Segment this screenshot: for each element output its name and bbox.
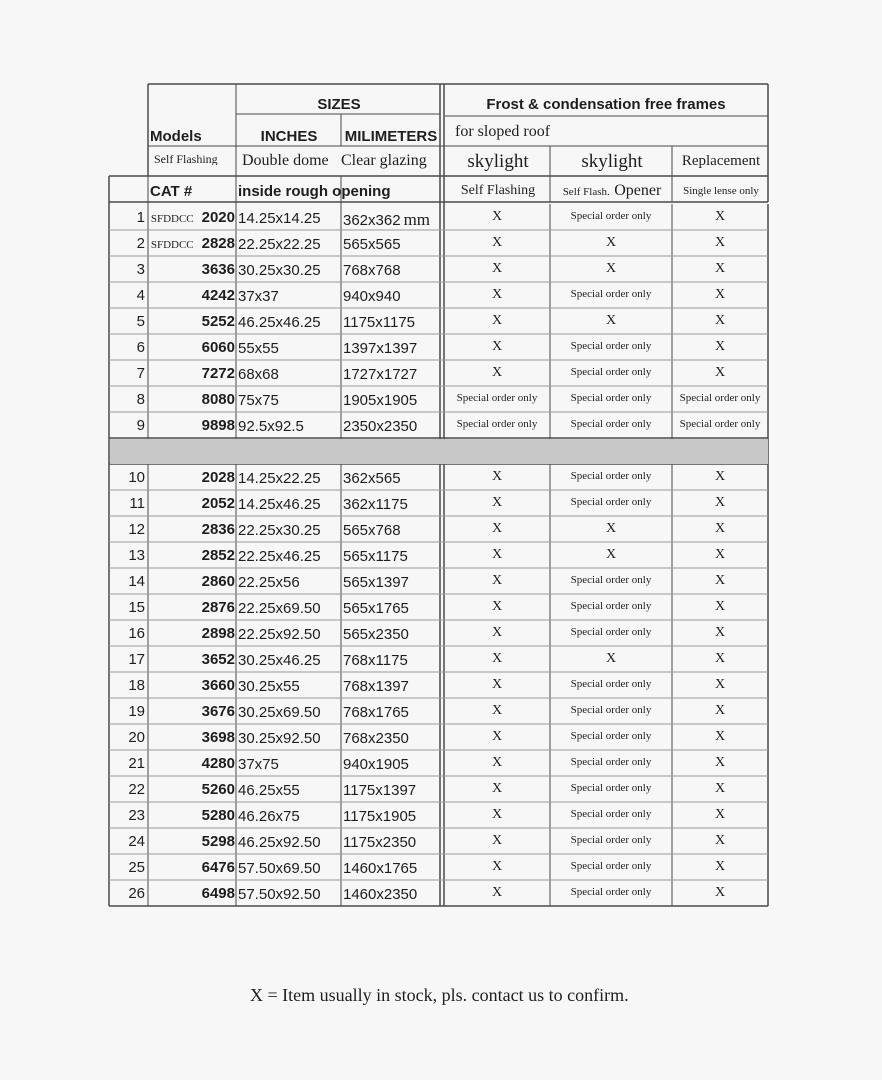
opener-label: Opener xyxy=(614,183,662,199)
cat-number xyxy=(149,886,235,901)
row-number: 15 xyxy=(128,600,145,615)
inches-size: 46.25x46.25 xyxy=(238,315,321,330)
inches-size: 37x37 xyxy=(238,289,279,304)
opener-availability: X xyxy=(605,522,617,536)
self-flashing-model: Self Flashing xyxy=(154,153,218,165)
millimeter-size xyxy=(343,419,441,434)
row-number: 13 xyxy=(128,548,145,563)
mm-value: 768x1175 xyxy=(343,653,408,668)
mm-unit: mm xyxy=(403,211,431,228)
cat-number xyxy=(149,574,235,589)
skylight-header-2: skylight xyxy=(581,152,643,171)
sizes-header: SIZES xyxy=(317,97,361,112)
cat-value: 4242 xyxy=(201,288,235,303)
inches-size: 22.25x46.25 xyxy=(238,549,321,564)
mm-value: 565x565 xyxy=(343,237,401,252)
opener-availability: Special order only xyxy=(570,471,652,482)
inches-size: 22.25x56 xyxy=(238,575,300,590)
replacement-availability: X xyxy=(714,314,726,328)
self-flashing-availability: X xyxy=(491,314,503,328)
cat-number xyxy=(149,418,235,433)
mm-value: 768x768 xyxy=(343,263,401,278)
row-number: 7 xyxy=(136,366,145,381)
cat-value: 8080 xyxy=(201,392,235,407)
self-flash-label: Self Flash. xyxy=(562,186,610,198)
inches-size: 30.25x69.50 xyxy=(238,705,321,720)
self-flashing-availability: X xyxy=(491,600,503,614)
cat-value: 7272 xyxy=(201,366,235,381)
self-flashing-availability: X xyxy=(491,522,503,536)
self-flashing-availability: X xyxy=(491,704,503,718)
replacement-availability: X xyxy=(714,288,726,302)
row-number: 11 xyxy=(129,496,145,511)
inches-size: 37x75 xyxy=(238,757,279,772)
row-number: 22 xyxy=(128,782,145,797)
cat-number xyxy=(149,756,235,771)
cat-value: 2876 xyxy=(201,600,235,615)
row-number: 3 xyxy=(136,262,145,277)
millimeter-size xyxy=(343,627,441,642)
millimeter-size xyxy=(343,653,441,668)
replacement-availability: X xyxy=(714,886,726,900)
mm-value: 362x565 xyxy=(343,471,401,486)
replacement-availability: X xyxy=(714,574,726,588)
replacement-availability: X xyxy=(714,782,726,796)
opener-availability: Special order only xyxy=(570,341,652,352)
opener-availability: Special order only xyxy=(570,627,652,638)
opener-availability: Special order only xyxy=(570,367,652,378)
cat-number xyxy=(149,210,235,225)
inches-size: 46.26x75 xyxy=(238,809,300,824)
cat-value: 5252 xyxy=(201,314,235,329)
inches-size: 30.25x55 xyxy=(238,679,300,694)
self-flashing-availability: X xyxy=(491,756,503,770)
inches-size: 14.25x14.25 xyxy=(238,211,321,226)
opener-availability: Special order only xyxy=(570,809,652,820)
opener-availability: Special order only xyxy=(570,757,652,768)
replacement-availability: X xyxy=(714,210,726,224)
row-number: 5 xyxy=(136,314,145,329)
self-flashing-availability: X xyxy=(491,262,503,276)
cat-number xyxy=(149,782,235,797)
replacement-availability: X xyxy=(714,730,726,744)
cat-number xyxy=(149,600,235,615)
replacement-availability: X xyxy=(714,548,726,562)
opener-availability: Special order only xyxy=(570,731,652,742)
millimeter-size xyxy=(343,263,441,278)
millimeter-size xyxy=(343,731,441,746)
millimeter-size xyxy=(343,315,441,330)
opener-availability: Special order only xyxy=(570,679,652,690)
opener-availability: Special order only xyxy=(570,783,652,794)
sloped-roof-label: for sloped roof xyxy=(455,124,551,140)
mm-value: 768x2350 xyxy=(343,731,409,746)
row-number: 23 xyxy=(128,808,145,823)
row-number: 17 xyxy=(128,652,145,667)
opener-availability: X xyxy=(605,548,617,562)
cat-value: 5260 xyxy=(201,782,235,797)
cat-value: 6060 xyxy=(201,340,235,355)
replacement-availability: X xyxy=(714,262,726,276)
cat-value: 5280 xyxy=(201,808,235,823)
cat-value: 9898 xyxy=(201,418,235,433)
mm-value: 1727x1727 xyxy=(343,367,418,382)
cat-value: 2052 xyxy=(201,496,235,511)
mm-value: 1905x1905 xyxy=(343,393,418,408)
opener-availability: Special order only xyxy=(570,887,652,898)
cat-value: 2836 xyxy=(201,522,235,537)
cat-number xyxy=(149,392,235,407)
millimeter-size xyxy=(343,237,441,252)
cat-number xyxy=(149,496,235,511)
cat-number xyxy=(149,652,235,667)
inches-size: 14.25x22.25 xyxy=(238,471,321,486)
cat-value: 2852 xyxy=(201,548,235,563)
replacement-availability: X xyxy=(714,340,726,354)
skylight-header-1: skylight xyxy=(467,152,529,171)
cat-value: 5298 xyxy=(201,834,235,849)
inches-size: 22.25x22.25 xyxy=(238,237,321,252)
inches-size: 30.25x46.25 xyxy=(238,653,321,668)
inches-size: 46.25x55 xyxy=(238,783,300,798)
replacement-availability: X xyxy=(714,470,726,484)
mm-value: 1460x2350 xyxy=(343,887,418,902)
row-number: 10 xyxy=(128,470,145,485)
row-number: 16 xyxy=(128,626,145,641)
cat-value: 3652 xyxy=(201,652,235,667)
opener-availability: X xyxy=(605,652,617,666)
legend-text: = Item usually in stock, pls. contact us to confirm. xyxy=(267,985,629,1005)
self-flashing-availability: X xyxy=(491,574,503,588)
self-flashing-availability: X xyxy=(491,496,503,510)
self-flashing-availability: Special order only xyxy=(456,419,538,430)
opener-availability: X xyxy=(605,236,617,250)
millimeter-size xyxy=(343,783,441,798)
mm-value: 1175x1175 xyxy=(343,315,416,330)
replacement-availability: X xyxy=(714,496,726,510)
mm-value: 1460x1765 xyxy=(343,861,418,876)
cat-number xyxy=(149,860,235,875)
self-flashing-availability: X xyxy=(491,626,503,640)
mm-value: 1397x1397 xyxy=(343,341,418,356)
row-number: 21 xyxy=(128,756,145,771)
cat-number xyxy=(149,288,235,303)
mm-value: 565x1175 xyxy=(343,549,408,564)
opener-availability: Special order only xyxy=(570,289,652,300)
cat-value: 2898 xyxy=(201,626,235,641)
legend xyxy=(250,985,629,1006)
inches-size: 46.25x92.50 xyxy=(238,835,321,850)
replacement-availability: X xyxy=(714,652,726,666)
cat-number xyxy=(149,548,235,563)
opener-availability: Special order only xyxy=(570,861,652,872)
cat-number xyxy=(149,366,235,381)
separator-row xyxy=(110,439,768,464)
replacement-availability: Special order only xyxy=(679,393,761,404)
self-flashing-availability: X xyxy=(491,340,503,354)
opener-subheader xyxy=(552,183,672,199)
millimeter-size xyxy=(343,393,441,408)
self-flashing-availability: X xyxy=(491,288,503,302)
replacement-availability: Special order only xyxy=(679,419,761,430)
opener-availability: Special order only xyxy=(570,575,652,586)
opener-availability: Special order only xyxy=(570,211,652,222)
opener-availability: X xyxy=(605,262,617,276)
self-flashing-availability: X xyxy=(491,860,503,874)
millimeter-size xyxy=(343,887,441,902)
replacement-availability: X xyxy=(714,808,726,822)
replacement-availability: X xyxy=(714,522,726,536)
mm-value: 565x768 xyxy=(343,523,401,538)
model-prefix: SFDDCC xyxy=(150,213,194,225)
cat-value: 6476 xyxy=(201,860,235,875)
model-prefix: SFDDCC xyxy=(150,239,194,251)
row-number: 14 xyxy=(128,574,145,589)
cat-number xyxy=(149,236,235,251)
single-lense-subheader: Single lense only xyxy=(683,186,759,197)
row-number: 8 xyxy=(136,392,145,407)
replacement-availability: X xyxy=(714,236,726,250)
mm-value: 940x940 xyxy=(343,289,401,304)
replacement-availability: X xyxy=(714,626,726,640)
millimeter-size xyxy=(343,367,441,382)
replacement-availability: X xyxy=(714,756,726,770)
opener-availability: Special order only xyxy=(570,497,652,508)
millimeter-size xyxy=(343,211,441,228)
mm-value: 768x1397 xyxy=(343,679,409,694)
row-number: 6 xyxy=(136,340,145,355)
row-number: 1 xyxy=(136,210,145,225)
replacement-availability: X xyxy=(714,366,726,380)
self-flashing-availability: X xyxy=(491,782,503,796)
replacement-availability: X xyxy=(714,834,726,848)
millimeter-size xyxy=(343,679,441,694)
opener-availability: Special order only xyxy=(570,393,652,404)
mm-value: 2350x2350 xyxy=(343,419,418,434)
cat-value: 3660 xyxy=(201,678,235,693)
inches-size: 92.5x92.5 xyxy=(238,419,304,434)
millimeter-size xyxy=(343,549,441,564)
self-flashing-availability: X xyxy=(491,730,503,744)
inches-size: 22.25x30.25 xyxy=(238,523,321,538)
frost-header: Frost & condensation free frames xyxy=(486,97,726,112)
self-flashing-availability: X xyxy=(491,678,503,692)
self-flashing-availability: X xyxy=(491,366,503,380)
millimeter-size xyxy=(343,341,441,356)
replacement-availability: X xyxy=(714,600,726,614)
models-header: Models xyxy=(150,129,202,144)
cat-number xyxy=(149,704,235,719)
opener-availability: Special order only xyxy=(570,835,652,846)
millimeter-size xyxy=(343,601,441,616)
millimeter-size xyxy=(343,705,441,720)
millimeter-size xyxy=(343,835,441,850)
millimeter-size xyxy=(343,575,441,590)
mm-value: 565x1397 xyxy=(343,575,409,590)
cat-number xyxy=(149,730,235,745)
row-number: 4 xyxy=(136,288,145,303)
millimeters-header: MILIMETERS xyxy=(344,129,438,144)
inches-size: 22.25x92.50 xyxy=(238,627,321,642)
replacement-availability: X xyxy=(714,860,726,874)
cat-value: 3636 xyxy=(201,262,235,277)
rough-opening-header: inside rough opening xyxy=(238,184,391,199)
cat-header: CAT # xyxy=(150,184,193,199)
millimeter-size xyxy=(343,861,441,876)
millimeter-size xyxy=(343,523,441,538)
millimeter-size xyxy=(343,809,441,824)
inches-size: 55x55 xyxy=(238,341,279,356)
inches-size: 57.50x69.50 xyxy=(238,861,321,876)
self-flashing-availability: X xyxy=(491,210,503,224)
row-number: 20 xyxy=(128,730,145,745)
millimeter-size xyxy=(343,757,441,772)
mm-value: 1175x1905 xyxy=(343,809,417,824)
cat-value: 3698 xyxy=(201,730,235,745)
mm-value: 1175x1397 xyxy=(343,783,417,798)
self-flashing-subheader: Self Flashing xyxy=(460,184,536,198)
mm-value: 1175x2350 xyxy=(343,835,417,850)
cat-value: 6498 xyxy=(201,886,235,901)
inches-size: 57.50x92.50 xyxy=(238,887,321,902)
mm-value: 768x1765 xyxy=(343,705,409,720)
replacement-header: Replacement xyxy=(681,154,761,169)
row-number: 19 xyxy=(128,704,145,719)
inches-size: 30.25x30.25 xyxy=(238,263,321,278)
inches-size: 22.25x69.50 xyxy=(238,601,321,616)
cat-number xyxy=(149,834,235,849)
inches-header: INCHES xyxy=(260,129,318,144)
self-flashing-availability: X xyxy=(491,548,503,562)
millimeter-size xyxy=(343,471,441,486)
inches-size: 75x75 xyxy=(238,393,279,408)
mm-value: 362x362 xyxy=(343,212,401,228)
cat-number xyxy=(149,314,235,329)
row-number: 26 xyxy=(128,886,145,901)
millimeter-size xyxy=(343,289,441,304)
self-flashing-availability: X xyxy=(491,808,503,822)
cat-value: 2860 xyxy=(201,574,235,589)
row-number: 12 xyxy=(128,522,145,537)
legend-mark: X xyxy=(250,985,263,1005)
self-flashing-availability: X xyxy=(491,470,503,484)
cat-value: 2020 xyxy=(201,210,235,225)
inches-size: 14.25x46.25 xyxy=(238,497,321,512)
mm-value: 565x1765 xyxy=(343,601,409,616)
self-flashing-availability: X xyxy=(491,886,503,900)
row-number: 9 xyxy=(136,418,145,433)
cat-value: 2828 xyxy=(201,236,235,251)
cat-value: 2028 xyxy=(201,470,235,485)
cat-number xyxy=(149,340,235,355)
opener-availability: Special order only xyxy=(570,601,652,612)
replacement-availability: X xyxy=(714,678,726,692)
mm-value: 940x1905 xyxy=(343,757,409,772)
cat-number xyxy=(149,678,235,693)
row-number: 18 xyxy=(128,678,145,693)
self-flashing-availability: X xyxy=(491,652,503,666)
replacement-availability: X xyxy=(714,704,726,718)
row-number: 24 xyxy=(128,834,145,849)
opener-availability: Special order only xyxy=(570,419,652,430)
cat-number xyxy=(149,626,235,641)
self-flashing-availability: Special order only xyxy=(456,393,538,404)
inches-size: 30.25x92.50 xyxy=(238,731,321,746)
millimeter-size xyxy=(343,497,441,512)
inches-size: 68x68 xyxy=(238,367,279,382)
cat-number xyxy=(149,522,235,537)
cat-value: 4280 xyxy=(201,756,235,771)
cat-number xyxy=(149,808,235,823)
self-flashing-availability: X xyxy=(491,834,503,848)
row-number: 2 xyxy=(136,236,145,251)
cat-value: 3676 xyxy=(201,704,235,719)
row-number: 25 xyxy=(128,860,145,875)
opener-availability: X xyxy=(605,314,617,328)
clear-glazing-label: Clear glazing xyxy=(341,153,427,169)
cat-number xyxy=(149,262,235,277)
mm-value: 362x1175 xyxy=(343,497,408,512)
self-flashing-availability: X xyxy=(491,236,503,250)
mm-value: 565x2350 xyxy=(343,627,409,642)
cat-number xyxy=(149,470,235,485)
double-dome-label: Double dome xyxy=(242,153,329,169)
opener-availability: Special order only xyxy=(570,705,652,716)
